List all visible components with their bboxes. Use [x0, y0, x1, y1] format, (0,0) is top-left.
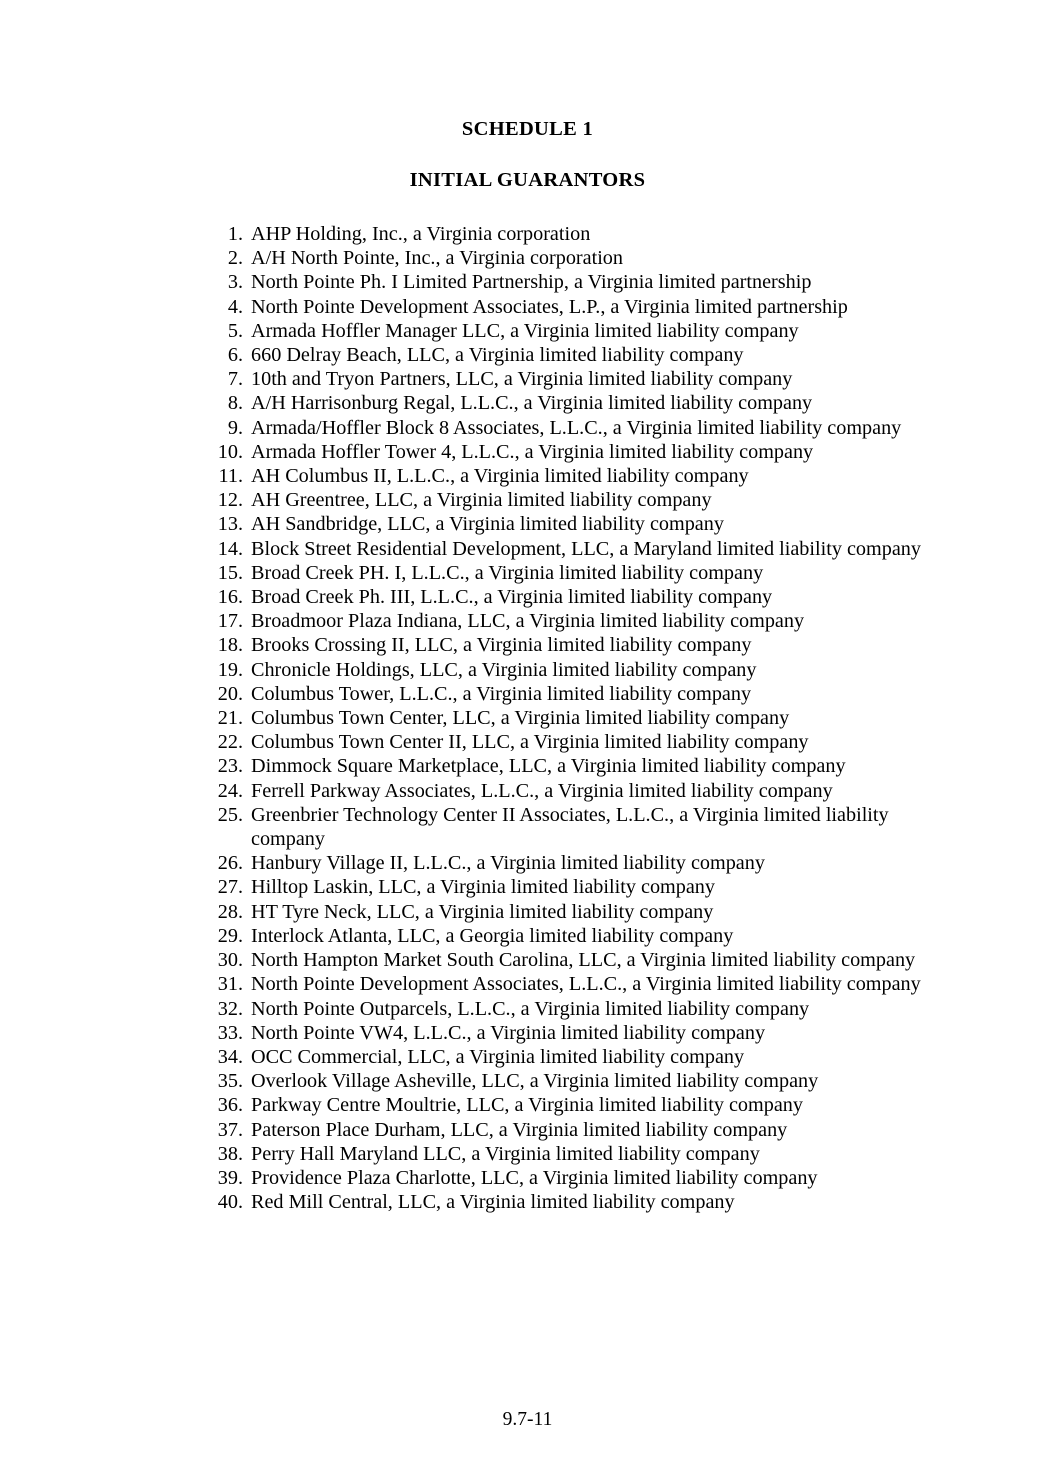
- list-item-number: 11.: [218, 465, 243, 488]
- list-item-label: Hilltop Laskin, LLC, a Virginia limited liability company: [251, 876, 715, 899]
- list-item: [212, 682, 945, 706]
- list-item: [212, 779, 945, 803]
- list-item: [212, 730, 945, 754]
- list-item-label: Columbus Town Center, LLC, a Virginia limited liability company: [251, 707, 790, 730]
- list-item: [212, 924, 945, 948]
- list-item: [212, 972, 945, 996]
- page-subtitle: INITIAL GUARANTORS: [409, 169, 646, 191]
- list-item-number: 8.: [227, 392, 243, 415]
- list-item: [212, 1045, 945, 1069]
- list-item-number: 24.: [217, 779, 243, 802]
- list-item-number: 3.: [227, 271, 243, 294]
- guarantor-list-wrap: [0, 222, 1055, 1214]
- list-item-label: North Pointe Ph. I Limited Partnership, a Virginia limited partnership: [251, 271, 812, 294]
- list-item-label: Chronicle Holdings, LLC, a Virginia limited liability company: [251, 658, 757, 681]
- list-item-label: Hanbury Village II, L.L.C., a Virginia limited liability company: [251, 852, 765, 875]
- list-item: [212, 875, 945, 899]
- list-item-number: 38.: [217, 1142, 243, 1165]
- list-item: [212, 900, 945, 924]
- list-item-label: Block Street Residential Development, LLC, a Maryland limited liability company: [251, 537, 921, 560]
- list-item-number: 23.: [217, 755, 243, 778]
- list-item-number: 15.: [217, 561, 243, 584]
- list-item: [212, 488, 945, 512]
- list-item-number: 6.: [227, 344, 243, 367]
- document-page: [0, 118, 1055, 1483]
- guarantor-list: [212, 222, 945, 1214]
- list-item: [212, 537, 945, 561]
- list-item-label: Red Mill Central, LLC, a Virginia limited liability company: [251, 1191, 735, 1214]
- list-item-number: 13.: [217, 513, 243, 536]
- list-item: [212, 948, 945, 972]
- list-item: [212, 851, 945, 875]
- list-item-number: 33.: [217, 1021, 243, 1044]
- list-item-label: Perry Hall Maryland LLC, a Virginia limited liability company: [251, 1142, 760, 1165]
- list-item: [212, 319, 945, 343]
- list-item-label: Broad Creek PH. I, L.L.C., a Virginia limited liability company: [251, 561, 764, 584]
- list-item-number: 2.: [227, 247, 243, 270]
- list-item-label: Parkway Centre Moultrie, LLC, a Virginia limited liability company: [251, 1094, 803, 1117]
- list-item-label: North Pointe VW4, L.L.C., a Virginia limited liability company: [251, 1021, 766, 1044]
- list-item-number: 12.: [217, 489, 243, 512]
- list-item-label: Greenbrier Technology Center II Associates, L.L.C., a Virginia limited liability company: [251, 803, 889, 851]
- list-item: [212, 270, 945, 294]
- list-item: [212, 440, 945, 464]
- list-item-label: Providence Plaza Charlotte, LLC, a Virginia limited liability company: [251, 1166, 818, 1189]
- list-item-label: AH Columbus II, L.L.C., a Virginia limited liability company: [251, 465, 749, 488]
- list-item-label: Paterson Place Durham, LLC, a Virginia limited liability company: [251, 1118, 788, 1141]
- list-item-number: 39.: [217, 1166, 243, 1189]
- list-item: [212, 1190, 945, 1214]
- list-item-number: 4.: [227, 295, 243, 318]
- list-item-number: 31.: [217, 973, 243, 996]
- list-item-label: OCC Commercial, LLC, a Virginia limited liability company: [251, 1045, 745, 1068]
- list-item: [212, 1069, 945, 1093]
- list-item: [212, 658, 945, 682]
- list-item: [212, 343, 945, 367]
- list-item: [212, 1166, 945, 1190]
- list-item-number: 21.: [217, 707, 243, 730]
- list-item: [212, 585, 945, 609]
- list-item-number: 27.: [217, 876, 243, 899]
- list-item-number: 40.: [217, 1191, 243, 1214]
- list-item-number: 37.: [217, 1118, 243, 1141]
- list-item: [212, 1093, 945, 1117]
- list-item-number: 29.: [217, 924, 243, 947]
- list-item-label: Armada Hoffler Tower 4, L.L.C., a Virginia limited liability company: [251, 440, 814, 463]
- list-item-label: 660 Delray Beach, LLC, a Virginia limited liability company: [251, 344, 744, 367]
- list-item-label: Columbus Town Center II, LLC, a Virginia limited liability company: [251, 731, 809, 754]
- list-item-label: A/H Harrisonburg Regal, L.L.C., a Virginia limited liability company: [251, 392, 813, 415]
- list-item-number: 14.: [217, 537, 243, 560]
- list-item-label: Interlock Atlanta, LLC, a Georgia limited liability company: [251, 924, 734, 947]
- list-item: [212, 1021, 945, 1045]
- list-item-label: 10th and Tryon Partners, LLC, a Virginia limited liability company: [251, 368, 793, 391]
- list-item-number: 19.: [217, 658, 243, 681]
- list-item: [212, 754, 945, 778]
- list-item: [212, 609, 945, 633]
- list-item-label: North Pointe Development Associates, L.L.C., a Virginia limited liability company: [251, 973, 921, 996]
- list-item-number: 28.: [217, 900, 243, 923]
- list-item-label: North Hampton Market South Carolina, LLC, a Virginia limited liability company: [251, 949, 916, 972]
- title-block: [0, 118, 1055, 192]
- list-item-label: Broadmoor Plaza Indiana, LLC, a Virginia limited liability company: [251, 610, 805, 633]
- list-item-label: Brooks Crossing II, LLC, a Virginia limited liability company: [251, 634, 752, 657]
- list-item-number: 9.: [227, 416, 243, 439]
- list-item-label: North Pointe Outparcels, L.L.C., a Virginia limited liability company: [251, 997, 810, 1020]
- list-item: [212, 295, 945, 319]
- list-item-number: 10.: [217, 440, 243, 463]
- list-item-number: 17.: [217, 610, 243, 633]
- list-item: [212, 561, 945, 585]
- page-footer: 9.7-11: [502, 1409, 553, 1430]
- list-item-number: 30.: [217, 949, 243, 972]
- list-item-number: 35.: [217, 1070, 243, 1093]
- list-item-number: 36.: [217, 1094, 243, 1117]
- list-item: [212, 416, 945, 440]
- list-item-label: AH Sandbridge, LLC, a Virginia limited liability company: [251, 513, 724, 536]
- list-item-label: Dimmock Square Marketplace, LLC, a Virginia limited liability company: [251, 755, 846, 778]
- list-item: [212, 464, 945, 488]
- list-item-number: 20.: [217, 682, 243, 705]
- list-item-number: 34.: [217, 1045, 243, 1068]
- list-item: [212, 633, 945, 657]
- list-item: [212, 512, 945, 536]
- list-item: [212, 1118, 945, 1142]
- list-item: [212, 803, 945, 851]
- list-item-label: Ferrell Parkway Associates, L.L.C., a Virginia limited liability company: [251, 779, 833, 802]
- list-item-number: 26.: [217, 852, 243, 875]
- list-item-number: 18.: [217, 634, 243, 657]
- list-item-label: AHP Holding, Inc., a Virginia corporation: [251, 223, 591, 245]
- list-item-label: North Pointe Development Associates, L.P., a Virginia limited partnership: [251, 295, 848, 318]
- list-item: [212, 246, 945, 270]
- list-item: [212, 1142, 945, 1166]
- list-item: [212, 997, 945, 1021]
- list-item: [212, 222, 945, 246]
- list-item-number: 25.: [217, 803, 243, 826]
- list-item-label: A/H North Pointe, Inc., a Virginia corporation: [251, 247, 623, 270]
- list-item: [212, 391, 945, 415]
- list-item-number: 16.: [217, 586, 243, 609]
- list-item: [212, 706, 945, 730]
- page-title: SCHEDULE 1: [461, 118, 594, 140]
- list-item-label: Overlook Village Asheville, LLC, a Virginia limited liability company: [251, 1070, 819, 1093]
- list-item-number: 32.: [217, 997, 243, 1020]
- list-item: [212, 367, 945, 391]
- list-item-label: Armada Hoffler Manager LLC, a Virginia limited liability company: [251, 319, 799, 342]
- list-item-label: Broad Creek Ph. III, L.L.C., a Virginia limited liability company: [251, 586, 773, 609]
- list-item-label: AH Greentree, LLC, a Virginia limited liability company: [251, 489, 712, 512]
- list-item-label: Armada/Hoffler Block 8 Associates, L.L.C., a Virginia limited liability company: [251, 416, 902, 439]
- list-item-label: HT Tyre Neck, LLC, a Virginia limited liability company: [251, 900, 714, 923]
- list-item-number: 5.: [227, 319, 243, 342]
- list-item-number: 7.: [227, 368, 243, 391]
- list-item-number: 1.: [227, 223, 243, 245]
- list-item-number: 22.: [217, 731, 243, 754]
- list-item-label: Columbus Tower, L.L.C., a Virginia limited liability company: [251, 682, 752, 705]
